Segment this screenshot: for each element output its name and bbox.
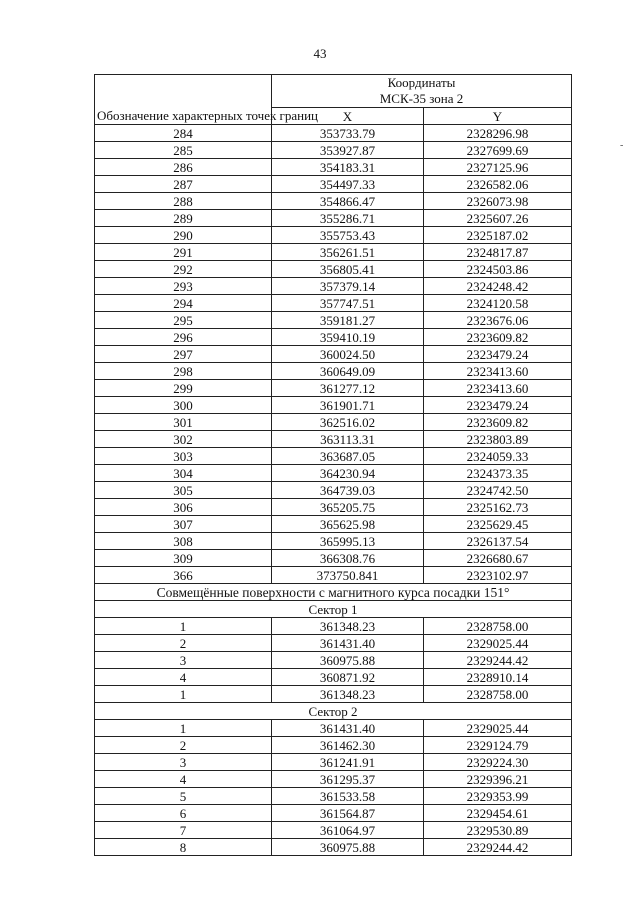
point-number-cell: 286 (95, 159, 272, 176)
y-coordinate-cell: 2323609.82 (424, 329, 572, 346)
table-row (95, 686, 572, 703)
x-coordinate-cell: 360024.50 (272, 346, 424, 363)
page-number: 43 (313, 46, 327, 61)
point-number-cell: 284 (95, 125, 272, 142)
table-row (95, 142, 572, 159)
point-number-cell: 3 (95, 754, 272, 771)
table-row (95, 125, 572, 142)
x-coordinate-cell: 359410.19 (272, 329, 424, 346)
y-coordinate-cell: 2328910.14 (424, 669, 572, 686)
table-row (95, 839, 572, 856)
sector-1-title: Сектор 1 (95, 601, 572, 618)
point-number-cell: 291 (95, 244, 272, 261)
point-number-cell: 2 (95, 737, 272, 754)
table-row (95, 805, 572, 822)
table-row (95, 193, 572, 210)
y-coordinate-cell: 2329025.44 (424, 720, 572, 737)
x-coordinate-cell: 356261.51 (272, 244, 424, 261)
x-coordinate-cell: 366308.76 (272, 550, 424, 567)
table-row (95, 771, 572, 788)
x-coordinate-cell: 354866.47 (272, 193, 424, 210)
point-number-cell: 292 (95, 261, 272, 278)
x-coordinate-cell: 354497.33 (272, 176, 424, 193)
y-coordinate-cell: 2328758.00 (424, 686, 572, 703)
x-coordinate-cell: 361431.40 (272, 720, 424, 737)
x-coordinate-cell: 361533.58 (272, 788, 424, 805)
point-number-cell: 289 (95, 210, 272, 227)
table-row (95, 159, 572, 176)
point-number-cell: 288 (95, 193, 272, 210)
point-number-cell: 1 (95, 618, 272, 635)
x-coordinate-cell: 365995.13 (272, 533, 424, 550)
x-coordinate-cell: 360975.88 (272, 652, 424, 669)
y-coordinate-cell: 2326073.98 (424, 193, 572, 210)
y-coordinate-cell: 2323803.89 (424, 431, 572, 448)
coordinate-system: МСК-35 зона 2 (379, 91, 464, 106)
y-coordinate-cell: 2325607.26 (424, 210, 572, 227)
y-coordinate-cell: 2323413.60 (424, 380, 572, 397)
point-number-cell: 1 (95, 686, 272, 703)
y-coordinate-cell: 2323609.82 (424, 414, 572, 431)
point-number-cell: 6 (95, 805, 272, 822)
y-coordinate-cell: 2328758.00 (424, 618, 572, 635)
point-number-cell: 5 (95, 788, 272, 805)
x-coordinate-cell: 357379.14 (272, 278, 424, 295)
y-coordinate-cell: 2329244.42 (424, 839, 572, 856)
x-column-header: X (272, 108, 424, 125)
y-coordinate-cell: 2329224.30 (424, 754, 572, 771)
table-row (95, 618, 572, 635)
y-coordinate-cell: 2324120.58 (424, 295, 572, 312)
point-number-cell: 8 (95, 839, 272, 856)
section-title: Совмещённые поверхности с магнитного курса посадки 151° (95, 584, 572, 601)
x-coordinate-cell: 354183.31 (272, 159, 424, 176)
y-coordinate-cell: 2323479.24 (424, 397, 572, 414)
table-row (95, 720, 572, 737)
table-row (95, 278, 572, 295)
point-number-cell: 293 (95, 278, 272, 295)
point-number-cell: 299 (95, 380, 272, 397)
y-coordinate-cell: 2323102.97 (424, 567, 572, 584)
x-coordinate-cell: 356805.41 (272, 261, 424, 278)
y-coordinate-cell: 2326680.67 (424, 550, 572, 567)
x-coordinate-cell: 360649.09 (272, 363, 424, 380)
table-row (95, 754, 572, 771)
point-number-cell: 295 (95, 312, 272, 329)
table-row (95, 499, 572, 516)
table-row (95, 550, 572, 567)
x-coordinate-cell: 364230.94 (272, 465, 424, 482)
point-number-cell: 303 (95, 448, 272, 465)
x-coordinate-cell: 357747.51 (272, 295, 424, 312)
x-coordinate-cell: 363113.31 (272, 431, 424, 448)
margin-mark: - (620, 140, 624, 151)
point-number-cell: 4 (95, 669, 272, 686)
x-coordinate-cell: 364739.03 (272, 482, 424, 499)
point-number-cell: 290 (95, 227, 272, 244)
table-row (95, 448, 572, 465)
point-number-cell: 301 (95, 414, 272, 431)
y-coordinate-cell: 2329454.61 (424, 805, 572, 822)
point-number-cell: 302 (95, 431, 272, 448)
point-number-cell: 296 (95, 329, 272, 346)
section-block (95, 584, 572, 618)
x-coordinate-cell: 361901.71 (272, 397, 424, 414)
x-coordinate-cell: 361241.91 (272, 754, 424, 771)
y-coordinate-cell: 2325187.02 (424, 227, 572, 244)
x-coordinate-cell: 373750.841 (272, 567, 424, 584)
y-coordinate-cell: 2329396.21 (424, 771, 572, 788)
point-number-cell: 7 (95, 822, 272, 839)
y-coordinate-cell: 2329353.99 (424, 788, 572, 805)
table-row (95, 363, 572, 380)
sector-2-heading (95, 703, 572, 720)
y-coordinate-cell: 2329244.42 (424, 652, 572, 669)
table-row (95, 312, 572, 329)
table-row (95, 210, 572, 227)
point-number-cell: 304 (95, 465, 272, 482)
sector-2-rows (95, 720, 572, 856)
x-coordinate-cell: 361348.23 (272, 618, 424, 635)
y-coordinate-cell: 2323479.24 (424, 346, 572, 363)
x-coordinate-cell: 365205.75 (272, 499, 424, 516)
x-coordinate-cell: 353927.87 (272, 142, 424, 159)
y-coordinate-cell: 2324503.86 (424, 261, 572, 278)
point-number-cell: 309 (95, 550, 272, 567)
table-row (95, 295, 572, 312)
y-coordinate-cell: 2329025.44 (424, 635, 572, 652)
x-coordinate-cell: 361348.23 (272, 686, 424, 703)
x-coordinate-cell: 363687.05 (272, 448, 424, 465)
y-coordinate-cell: 2325162.73 (424, 499, 572, 516)
table-row (95, 465, 572, 482)
table-row (95, 635, 572, 652)
point-number-cell: 285 (95, 142, 272, 159)
table-row (95, 176, 572, 193)
table-row (95, 533, 572, 550)
table-row (95, 261, 572, 278)
y-coordinate-cell: 2324373.35 (424, 465, 572, 482)
y-coordinate-cell: 2324817.87 (424, 244, 572, 261)
point-number-cell: 300 (95, 397, 272, 414)
table-row (95, 380, 572, 397)
table-row (95, 482, 572, 499)
point-number-cell: 1 (95, 720, 272, 737)
point-number-cell: 307 (95, 516, 272, 533)
y-coordinate-cell: 2323413.60 (424, 363, 572, 380)
coordinates-header (272, 75, 572, 108)
table-row (95, 822, 572, 839)
point-number-cell: 297 (95, 346, 272, 363)
x-coordinate-cell: 353733.79 (272, 125, 424, 142)
point-number-cell: 306 (95, 499, 272, 516)
y-coordinate-cell: 2328296.98 (424, 125, 572, 142)
coordinates-title: Координаты (387, 75, 456, 90)
point-number-cell: 287 (95, 176, 272, 193)
main-rows (95, 125, 572, 584)
table-row (95, 329, 572, 346)
x-coordinate-cell: 361564.87 (272, 805, 424, 822)
table-row (95, 788, 572, 805)
y-coordinate-cell: 2326137.54 (424, 533, 572, 550)
y-column-header: Y (424, 108, 572, 125)
point-number-cell: 4 (95, 771, 272, 788)
coordinates-table (94, 74, 572, 856)
x-coordinate-cell: 355753.43 (272, 227, 424, 244)
table-row (95, 346, 572, 363)
y-coordinate-cell: 2329530.89 (424, 822, 572, 839)
point-number-cell: 2 (95, 635, 272, 652)
table-row (95, 244, 572, 261)
sector-1-rows (95, 618, 572, 703)
x-coordinate-cell: 361295.37 (272, 771, 424, 788)
x-coordinate-cell: 361277.12 (272, 380, 424, 397)
table-row (95, 397, 572, 414)
x-coordinate-cell: 361431.40 (272, 635, 424, 652)
point-designation-header: Обозначение характерных точек границ (95, 75, 272, 125)
table-row (95, 567, 572, 584)
y-coordinate-cell: 2327125.96 (424, 159, 572, 176)
x-coordinate-cell: 365625.98 (272, 516, 424, 533)
y-coordinate-cell: 2324059.33 (424, 448, 572, 465)
y-coordinate-cell: 2329124.79 (424, 737, 572, 754)
table-row (95, 737, 572, 754)
table-row (95, 652, 572, 669)
y-coordinate-cell: 2327699.69 (424, 142, 572, 159)
y-coordinate-cell: 2325629.45 (424, 516, 572, 533)
point-number-cell: 3 (95, 652, 272, 669)
x-coordinate-cell: 362516.02 (272, 414, 424, 431)
point-number-cell: 308 (95, 533, 272, 550)
table-row (95, 227, 572, 244)
table-row (95, 414, 572, 431)
y-coordinate-cell: 2326582.06 (424, 176, 572, 193)
x-coordinate-cell: 361462.30 (272, 737, 424, 754)
y-coordinate-cell: 2324742.50 (424, 482, 572, 499)
table-row (95, 431, 572, 448)
sector-2-title: Сектор 2 (95, 703, 572, 720)
x-coordinate-cell: 359181.27 (272, 312, 424, 329)
y-coordinate-cell: 2323676.06 (424, 312, 572, 329)
point-number-cell: 366 (95, 567, 272, 584)
table-row (95, 669, 572, 686)
x-coordinate-cell: 361064.97 (272, 822, 424, 839)
point-number-cell: 305 (95, 482, 272, 499)
point-number-cell: 298 (95, 363, 272, 380)
x-coordinate-cell: 355286.71 (272, 210, 424, 227)
y-coordinate-cell: 2324248.42 (424, 278, 572, 295)
point-number-cell: 294 (95, 295, 272, 312)
x-coordinate-cell: 360975.88 (272, 839, 424, 856)
table-row (95, 516, 572, 533)
x-coordinate-cell: 360871.92 (272, 669, 424, 686)
